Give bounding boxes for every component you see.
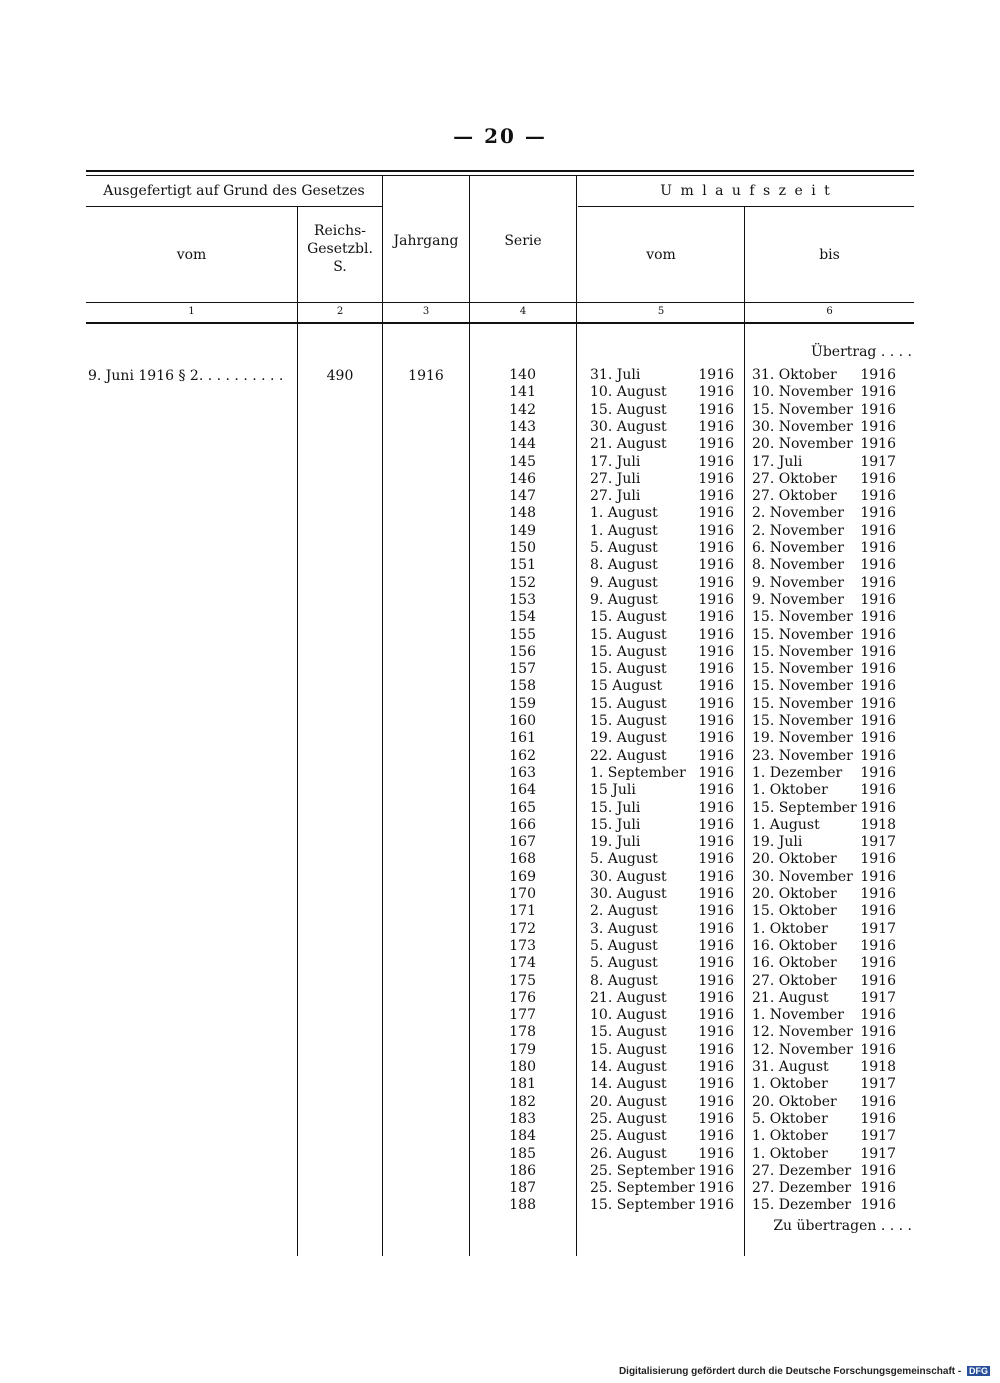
- umlauf-bis-date: 15. November: [752, 696, 853, 712]
- umlauf-bis-year: 1916: [860, 1111, 896, 1127]
- umlauf-bis-date: 17. Juli: [752, 454, 803, 470]
- umlauf-bis-date: 9. November: [752, 592, 844, 608]
- umlauf-bis-year: 1916: [860, 1094, 896, 1110]
- umlauf-vom-date: 14. August: [590, 1059, 667, 1075]
- serie-cell: 185: [509, 1146, 536, 1162]
- umlauf-bis-date: 1. November: [752, 1007, 844, 1023]
- umlauf-bis-year: 1916: [860, 782, 896, 798]
- serie-cell: 180: [509, 1059, 536, 1075]
- serie-cell: 156: [509, 644, 536, 660]
- divider-col-5: [744, 206, 745, 1256]
- umlauf-bis-date: 15. November: [752, 661, 853, 677]
- column-number-5: 5: [657, 306, 665, 317]
- serie-cell: 167: [509, 834, 536, 850]
- umlauf-vom-date: 25. September: [590, 1163, 695, 1179]
- serie-cell: 186: [509, 1163, 536, 1179]
- serie-cell: 170: [509, 886, 536, 902]
- umlauf-bis-date: 15. November: [752, 627, 853, 643]
- umlauf-bis-date: 20. Oktober: [752, 886, 837, 902]
- umlauf-bis-date: 1. Oktober: [752, 921, 828, 937]
- umlauf-vom-date: 5. August: [590, 851, 658, 867]
- umlauf-vom-date: 9. August: [590, 575, 658, 591]
- umlauf-vom-year: 1916: [698, 505, 734, 521]
- serie-cell: 178: [509, 1024, 536, 1040]
- umlauf-bis-date: 2. November: [752, 505, 844, 521]
- umlauf-vom-date: 2. August: [590, 903, 658, 919]
- umlauf-vom-year: 1916: [698, 1059, 734, 1075]
- umlauf-bis-year: 1917: [860, 1076, 896, 1092]
- header-reichsgesetzbl-line-3: S.: [333, 259, 347, 275]
- umlauf-bis-year: 1916: [860, 1163, 896, 1179]
- umlauf-vom-year: 1916: [698, 869, 734, 885]
- page-number: — 20 —: [453, 124, 547, 148]
- umlauf-vom-date: 15. Juli: [590, 817, 641, 833]
- umlauf-vom-date: 8. August: [590, 557, 658, 573]
- umlauf-bis-year: 1916: [860, 973, 896, 989]
- umlauf-vom-date: 3. August: [590, 921, 658, 937]
- umlauf-bis-year: 1916: [860, 748, 896, 764]
- umlauf-vom-date: 5. August: [590, 938, 658, 954]
- umlauf-vom-year: 1916: [698, 471, 734, 487]
- umlauf-vom-date: 19. Juli: [590, 834, 641, 850]
- serie-cell: 140: [509, 367, 536, 383]
- column-number-6: 6: [826, 306, 833, 317]
- umlauf-vom-date: 5. August: [590, 540, 658, 556]
- umlauf-vom-year: 1916: [698, 488, 734, 504]
- umlauf-bis-date: 31. August: [752, 1059, 829, 1075]
- serie-cell: 155: [509, 627, 536, 643]
- umlauf-bis-date: 27. Oktober: [752, 973, 837, 989]
- serie-cell: 149: [509, 523, 536, 539]
- umlauf-vom-date: 15. August: [590, 696, 667, 712]
- serie-cell: 177: [509, 1007, 536, 1023]
- serie-cell: 163: [509, 765, 536, 781]
- header-umlauf-vom: vom: [646, 247, 676, 263]
- serie-cell: 184: [509, 1128, 536, 1144]
- header-vom: vom: [176, 247, 207, 263]
- umlauf-bis-date: 15. November: [752, 609, 853, 625]
- serie-cell: 179: [509, 1042, 536, 1058]
- umlauf-bis-date: 1. Oktober: [752, 1146, 828, 1162]
- umlauf-bis-year: 1916: [860, 713, 896, 729]
- umlauf-bis-date: 16. Oktober: [752, 955, 837, 971]
- serie-cell: 174: [509, 955, 536, 971]
- serie-cell: 161: [509, 730, 536, 746]
- serie-cell: 168: [509, 851, 536, 867]
- umlauf-bis-date: 20. Oktober: [752, 851, 837, 867]
- divider-col-1: [297, 206, 298, 1256]
- umlauf-bis-date: 27. Oktober: [752, 488, 837, 504]
- umlauf-bis-year: 1916: [860, 592, 896, 608]
- serie-cell: 181: [509, 1076, 536, 1092]
- umlauf-bis-date: 9. November: [752, 575, 844, 591]
- umlauf-bis-year: 1918: [860, 1059, 896, 1075]
- umlauf-bis-year: 1916: [860, 1042, 896, 1058]
- umlauf-bis-date: 30. November: [752, 419, 853, 435]
- umlauf-vom-date: 1. August: [590, 523, 658, 539]
- umlauf-bis-year: 1916: [860, 609, 896, 625]
- umlauf-vom-year: 1916: [698, 973, 734, 989]
- umlauf-vom-year: 1916: [698, 921, 734, 937]
- umlauf-vom-year: 1916: [698, 592, 734, 608]
- serie-cell: 158: [509, 678, 536, 694]
- group-header-rule: [86, 206, 382, 207]
- umlauf-bis-date: 1. Oktober: [752, 782, 828, 798]
- umlauf-bis-date: 5. Oktober: [752, 1111, 828, 1127]
- umlauf-vom-year: 1916: [698, 609, 734, 625]
- umlauf-bis-date: 20. November: [752, 436, 853, 452]
- serie-cell: 147: [509, 488, 536, 504]
- serie-cell: 141: [509, 384, 536, 400]
- umlauf-bis-date: 27. Oktober: [752, 471, 837, 487]
- umlauf-vom-date: 15. August: [590, 713, 667, 729]
- header-jahrgang: Jahrgang: [393, 233, 459, 249]
- umlauf-vom-year: 1916: [698, 938, 734, 954]
- umlauf-bis-year: 1916: [860, 436, 896, 452]
- umlauf-vom-date: 15. Juli: [590, 800, 641, 816]
- column-number-3: 3: [422, 306, 430, 317]
- serie-cell: 175: [509, 973, 536, 989]
- umlauf-vom-year: 1916: [698, 402, 734, 418]
- umlauf-vom-year: 1916: [698, 454, 734, 470]
- umlauf-vom-year: 1916: [698, 1128, 734, 1144]
- umlauf-vom-date: 15. August: [590, 661, 667, 677]
- top-double-rule: [86, 170, 914, 172]
- serie-cell: 169: [509, 869, 536, 885]
- umlauf-bis-date: 30. November: [752, 869, 853, 885]
- serie-cell: 182: [509, 1094, 536, 1110]
- umlauf-header-rule: [578, 206, 914, 207]
- umlauf-bis-date: 2. November: [752, 523, 844, 539]
- serie-cell: 150: [509, 540, 536, 556]
- umlauf-bis-year: 1916: [860, 678, 896, 694]
- serie-cell: 143: [509, 419, 536, 435]
- umlauf-bis-date: 8. November: [752, 557, 844, 573]
- serie-cell: 172: [509, 921, 536, 937]
- umlauf-bis-date: 31. Oktober: [752, 367, 837, 383]
- umlauf-vom-date: 8. August: [590, 973, 658, 989]
- umlauf-vom-date: 14. August: [590, 1076, 667, 1092]
- serie-cell: 153: [509, 592, 536, 608]
- umlauf-vom-date: 31. Juli: [590, 367, 641, 383]
- serie-cell: 151: [509, 557, 536, 573]
- umlauf-bis-date: 10. November: [752, 384, 853, 400]
- umlauf-vom-year: 1916: [698, 765, 734, 781]
- umlauf-vom-date: 17. Juli: [590, 454, 641, 470]
- umlauf-vom-year: 1916: [698, 557, 734, 573]
- umlauf-vom-date: 15 Juli: [590, 782, 636, 798]
- umlauf-bis-year: 1917: [860, 834, 896, 850]
- umlauf-bis-year: 1916: [860, 1007, 896, 1023]
- umlauf-bis-year: 1916: [860, 661, 896, 677]
- umlauf-vom-year: 1916: [698, 1042, 734, 1058]
- header-reichsgesetzbl-line-2: Gesetzbl.: [307, 241, 373, 257]
- umlauf-bis-year: 1917: [860, 990, 896, 1006]
- header-reichsgesetzbl: [298, 222, 382, 276]
- umlauf-vom-year: 1916: [698, 1024, 734, 1040]
- umlauf-vom-date: 27. Juli: [590, 488, 641, 504]
- umlauf-bis-date: 20. Oktober: [752, 1094, 837, 1110]
- umlauf-vom-year: 1916: [698, 367, 734, 383]
- umlauf-bis-year: 1916: [860, 851, 896, 867]
- umlauf-vom-date: 1. September: [590, 765, 686, 781]
- umlauf-bis-year: 1916: [860, 644, 896, 660]
- umlauf-vom-year: 1916: [698, 713, 734, 729]
- umlauf-bis-date: 1. Dezember: [752, 765, 843, 781]
- umlauf-bis-year: 1916: [860, 730, 896, 746]
- umlauf-vom-date: 21. August: [590, 436, 667, 452]
- umlauf-bis-date: 1. Oktober: [752, 1128, 828, 1144]
- serie-cell: 173: [509, 938, 536, 954]
- umlauf-bis-year: 1916: [860, 505, 896, 521]
- umlauf-vom-date: 25. August: [590, 1111, 667, 1127]
- serie-cell: 176: [509, 990, 536, 1006]
- umlauf-vom-year: 1916: [698, 678, 734, 694]
- zu-uebertragen-label: Zu übertragen . . . .: [773, 1218, 912, 1234]
- umlauf-vom-year: 1916: [698, 384, 734, 400]
- umlauf-vom-date: 20. August: [590, 1094, 667, 1110]
- column-number-1: 1: [188, 306, 195, 317]
- umlauf-bis-year: 1917: [860, 454, 896, 470]
- umlauf-vom-year: 1916: [698, 955, 734, 971]
- umlauf-bis-year: 1916: [860, 938, 896, 954]
- umlauf-vom-year: 1916: [698, 1076, 734, 1092]
- umlauf-vom-year: 1916: [698, 748, 734, 764]
- umlauf-vom-year: 1916: [698, 834, 734, 850]
- dfg-logo: DFG: [969, 1366, 988, 1377]
- umlauf-bis-date: 15. Dezember: [752, 1197, 852, 1213]
- umlauf-vom-year: 1916: [698, 903, 734, 919]
- column-number-rule: [86, 322, 914, 324]
- umlauf-vom-date: 25. August: [590, 1128, 667, 1144]
- umlauf-vom-date: 10. August: [590, 384, 667, 400]
- serie-cell: 154: [509, 609, 536, 625]
- top-rule-second: [86, 175, 914, 176]
- umlauf-bis-date: 16. Oktober: [752, 938, 837, 954]
- umlauf-vom-year: 1916: [698, 1146, 734, 1162]
- serie-cell: 171: [509, 903, 536, 919]
- law-jahrgang: 1916: [408, 368, 444, 384]
- umlauf-bis-year: 1916: [860, 765, 896, 781]
- umlauf-bis-date: 15. November: [752, 713, 853, 729]
- umlauf-vom-date: 27. Juli: [590, 471, 641, 487]
- umlauf-vom-date: 15. August: [590, 609, 667, 625]
- umlauf-vom-date: 22. August: [590, 748, 667, 764]
- uebertrag-label: Übertrag . . . .: [811, 344, 912, 360]
- header-umlaufszeit: U m l a u f s z e i t: [660, 183, 832, 199]
- umlauf-vom-year: 1916: [698, 990, 734, 1006]
- law-date: 9. Juni 1916 § 2. . . . . . . . . .: [88, 368, 284, 384]
- serie-cell: 165: [509, 800, 536, 816]
- umlauf-bis-year: 1916: [860, 627, 896, 643]
- umlauf-vom-date: 26. August: [590, 1146, 667, 1162]
- umlauf-vom-date: 30. August: [590, 419, 667, 435]
- umlauf-bis-date: 1. Oktober: [752, 1076, 828, 1092]
- umlauf-vom-year: 1916: [698, 886, 734, 902]
- umlauf-vom-year: 1916: [698, 419, 734, 435]
- umlauf-vom-year: 1916: [698, 782, 734, 798]
- umlauf-vom-year: 1916: [698, 575, 734, 591]
- footer-credit-text: Digitalisierung gefördert durch die Deutsche Forschungsgemeinschaft -: [618, 1366, 962, 1377]
- umlauf-vom-year: 1916: [698, 1197, 734, 1213]
- umlauf-bis-date: 27. Dezember: [752, 1163, 852, 1179]
- divider-col-4: [576, 176, 577, 1256]
- umlauf-vom-year: 1916: [698, 851, 734, 867]
- serie-cell: 187: [509, 1180, 536, 1196]
- serie-cell: 144: [509, 436, 536, 452]
- umlauf-vom-date: 25. September: [590, 1180, 695, 1196]
- umlauf-vom-date: 21. August: [590, 990, 667, 1006]
- umlauf-bis-year: 1916: [860, 1180, 896, 1196]
- umlauf-vom-year: 1916: [698, 730, 734, 746]
- divider-col-2: [382, 176, 383, 1256]
- umlauf-bis-date: 23. November: [752, 748, 853, 764]
- umlauf-vom-date: 19. August: [590, 730, 667, 746]
- umlauf-bis-year: 1916: [860, 903, 896, 919]
- umlauf-bis-year: 1917: [860, 921, 896, 937]
- umlauf-bis-year: 1916: [860, 384, 896, 400]
- umlauf-bis-date: 21. August: [752, 990, 829, 1006]
- umlauf-bis-year: 1916: [860, 869, 896, 885]
- umlauf-vom-date: 5. August: [590, 955, 658, 971]
- serie-cell: 162: [509, 748, 536, 764]
- umlauf-bis-year: 1916: [860, 540, 896, 556]
- umlauf-bis-year: 1916: [860, 488, 896, 504]
- umlauf-bis-date: 1. August: [752, 817, 820, 833]
- umlauf-bis-date: 12. November: [752, 1042, 853, 1058]
- umlauf-bis-year: 1916: [860, 696, 896, 712]
- umlauf-vom-date: 15 August: [590, 678, 663, 694]
- umlauf-vom-date: 15. August: [590, 627, 667, 643]
- serie-cell: 152: [509, 575, 536, 591]
- umlauf-bis-year: 1916: [860, 886, 896, 902]
- serie-cell: 159: [509, 696, 536, 712]
- umlauf-bis-date: 27. Dezember: [752, 1180, 852, 1196]
- umlauf-vom-year: 1916: [698, 696, 734, 712]
- serie-cell: 146: [509, 471, 536, 487]
- footer-credit: [619, 1366, 990, 1377]
- umlauf-bis-year: 1918: [860, 817, 896, 833]
- umlauf-vom-year: 1916: [698, 644, 734, 660]
- umlauf-bis-year: 1916: [860, 523, 896, 539]
- header-reichsgesetzbl-line-1: Reichs-: [313, 223, 367, 239]
- column-number-2: 2: [336, 306, 344, 317]
- header-group-title: Ausgefertigt auf Grund des Gesetzes: [103, 183, 365, 199]
- umlauf-bis-date: 15. November: [752, 644, 853, 660]
- umlauf-vom-year: 1916: [698, 817, 734, 833]
- law-reichsgesetzbl-page: 490: [326, 368, 354, 384]
- umlauf-bis-date: 19. November: [752, 730, 853, 746]
- umlauf-bis-date: 19. Juli: [752, 834, 803, 850]
- umlauf-bis-date: 15. November: [752, 402, 853, 418]
- umlauf-bis-year: 1916: [860, 1197, 896, 1213]
- serie-cell: 157: [509, 661, 536, 677]
- umlauf-vom-date: 15. August: [590, 402, 667, 418]
- umlauf-vom-date: 9. August: [590, 592, 658, 608]
- umlauf-vom-year: 1916: [698, 800, 734, 816]
- umlauf-bis-year: 1916: [860, 575, 896, 591]
- umlauf-vom-date: 10. August: [590, 1007, 667, 1023]
- umlauf-vom-date: 30. August: [590, 886, 667, 902]
- serie-cell: 183: [509, 1111, 536, 1127]
- serie-cell: 145: [509, 454, 536, 470]
- umlauf-bis-year: 1916: [860, 367, 896, 383]
- umlauf-vom-date: 15. August: [590, 644, 667, 660]
- umlauf-vom-year: 1916: [698, 540, 734, 556]
- serie-cell: 188: [509, 1197, 536, 1213]
- umlauf-vom-year: 1916: [698, 1163, 734, 1179]
- umlauf-vom-year: 1916: [698, 627, 734, 643]
- umlauf-vom-year: 1916: [698, 523, 734, 539]
- umlauf-bis-year: 1916: [860, 402, 896, 418]
- umlauf-bis-year: 1916: [860, 800, 896, 816]
- umlauf-bis-year: 1916: [860, 1024, 896, 1040]
- serie-cell: 164: [509, 782, 536, 798]
- umlauf-vom-year: 1916: [698, 1007, 734, 1023]
- umlauf-bis-date: 6. November: [752, 540, 844, 556]
- column-number-4: 4: [519, 306, 527, 317]
- column-header-rule: [86, 302, 914, 303]
- header-umlauf-bis: bis: [819, 247, 840, 263]
- umlauf-vom-year: 1916: [698, 1111, 734, 1127]
- serie-cell: 166: [509, 817, 536, 833]
- umlauf-vom-year: 1916: [698, 661, 734, 677]
- umlauf-bis-date: 15. Oktober: [752, 903, 837, 919]
- umlauf-bis-date: 15. September: [752, 800, 857, 816]
- umlauf-vom-date: 15. August: [590, 1042, 667, 1058]
- umlauf-vom-date: 30. August: [590, 869, 667, 885]
- serie-cell: 160: [509, 713, 536, 729]
- umlauf-vom-date: 1. August: [590, 505, 658, 521]
- header-serie: Serie: [504, 233, 542, 249]
- umlauf-bis-year: 1916: [860, 419, 896, 435]
- umlauf-bis-year: 1916: [860, 955, 896, 971]
- umlauf-vom-date: 15. September: [590, 1197, 695, 1213]
- umlauf-vom-date: 15. August: [590, 1024, 667, 1040]
- umlauf-bis-year: 1917: [860, 1146, 896, 1162]
- umlauf-bis-date: 12. November: [752, 1024, 853, 1040]
- umlauf-bis-year: 1917: [860, 1128, 896, 1144]
- umlauf-bis-date: 15. November: [752, 678, 853, 694]
- serie-cell: 148: [509, 505, 536, 521]
- umlauf-vom-year: 1916: [698, 436, 734, 452]
- umlauf-bis-year: 1916: [860, 471, 896, 487]
- umlauf-bis-year: 1916: [860, 557, 896, 573]
- serie-cell: 142: [509, 402, 536, 418]
- umlauf-vom-year: 1916: [698, 1094, 734, 1110]
- umlauf-vom-year: 1916: [698, 1180, 734, 1196]
